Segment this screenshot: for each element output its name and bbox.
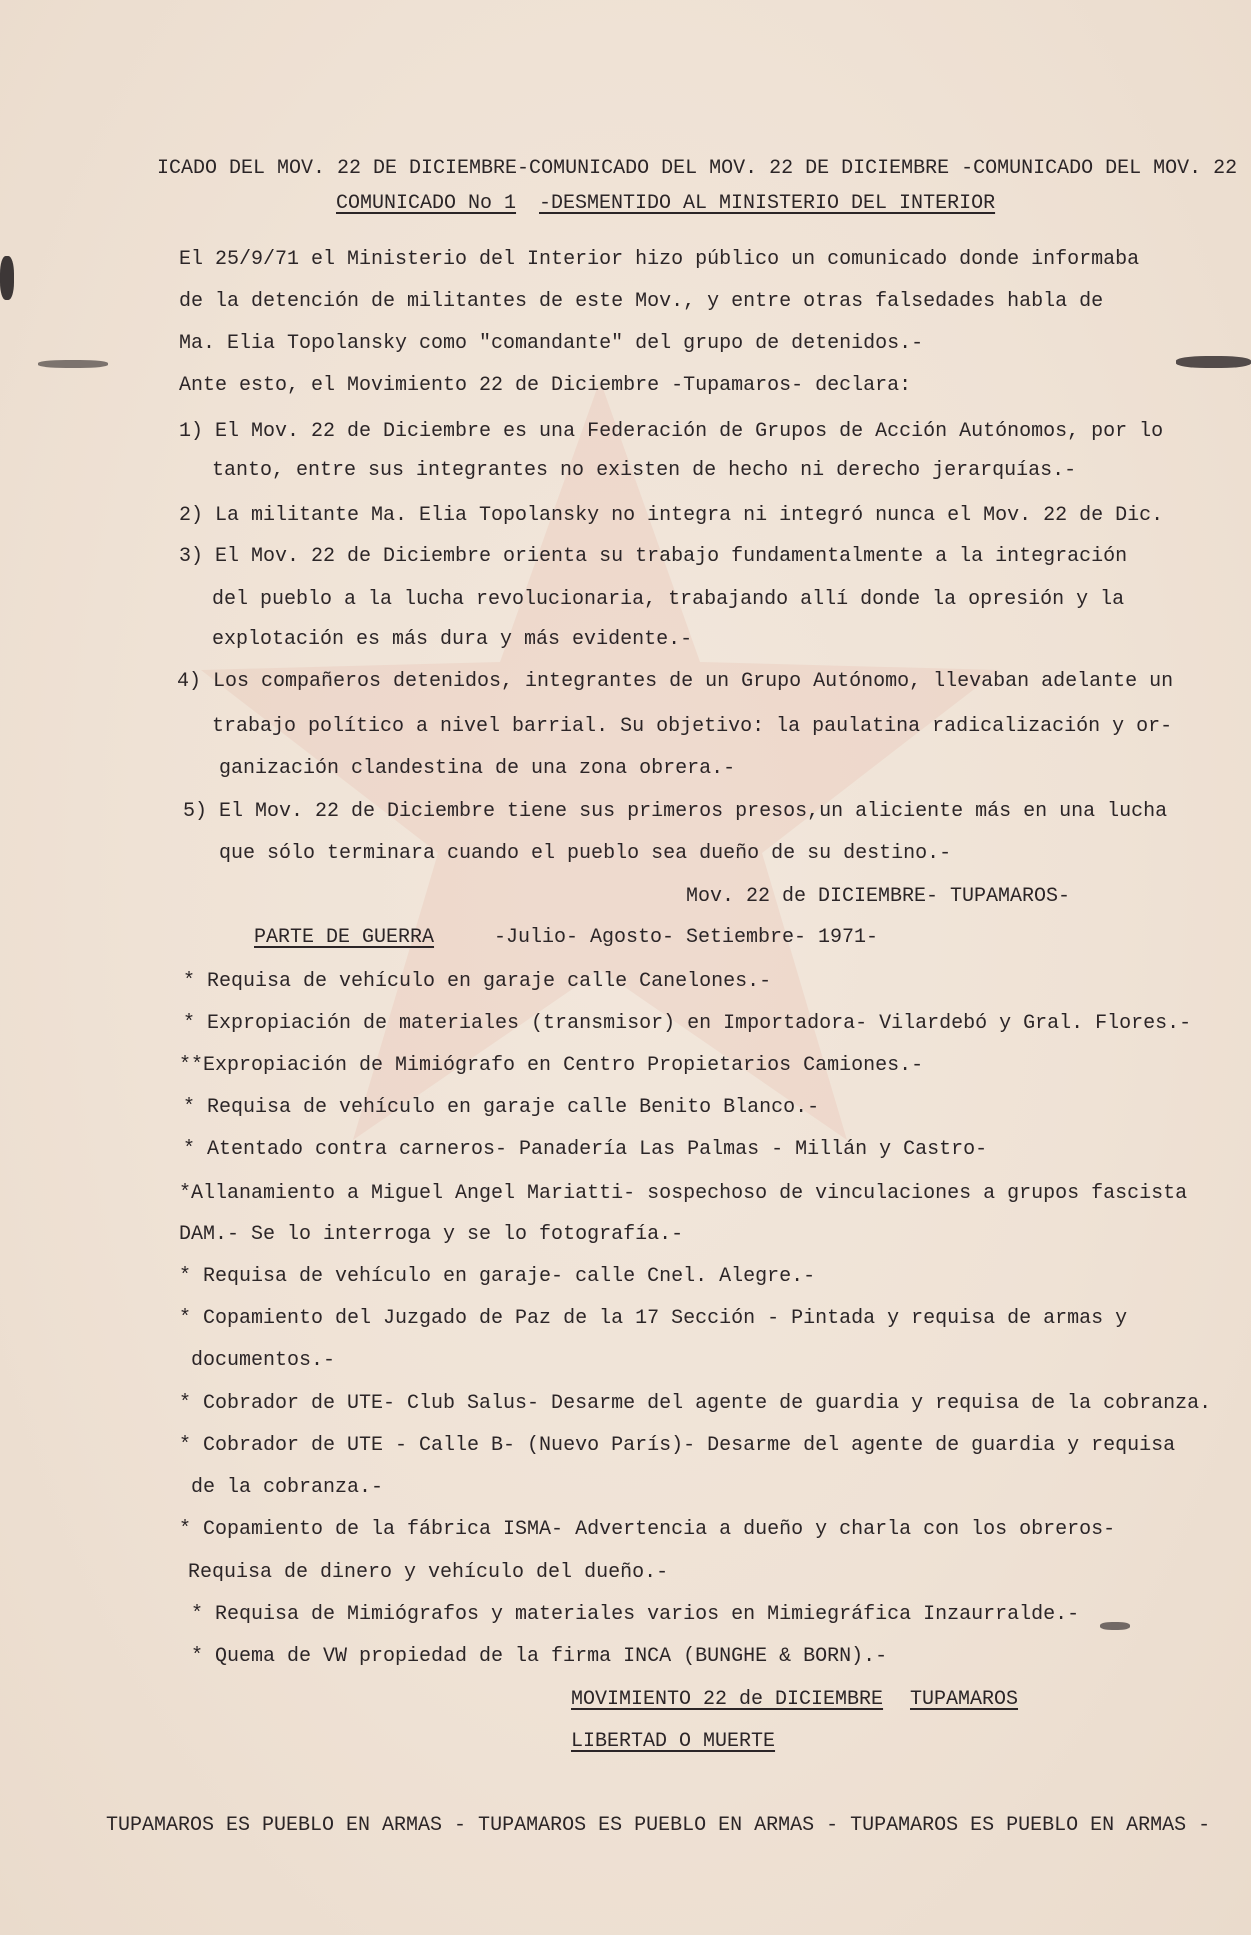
communique-point: 2) La militante Ma. Elia Topolansky no integra ni integró nunca el Mov. 22 de Dic. — [179, 504, 1164, 527]
communique-line: ganización clandestina de una zona obrera.- — [219, 757, 736, 780]
war-report-item-continuation: de la cobranza.- — [191, 1476, 384, 1499]
communique-line: de la detención de militantes de este Mov., y entre otras falsedades habla de — [179, 290, 1104, 313]
ink-smudge — [38, 360, 108, 368]
communique-signature: Mov. 22 de DICIEMBRE- TUPAMAROS- — [686, 885, 1071, 908]
communique-line: del pueblo a la lucha revolucionaria, trabajando allí donde la opresión y la — [212, 588, 1125, 611]
communique-line: tanto, entre sus integrantes no existen de hecho ni derecho jerarquías.- — [212, 459, 1077, 482]
ink-smudge — [1176, 356, 1251, 368]
war-report-title: PARTE DE GUERRA — [254, 926, 435, 949]
war-report-period: -Julio- Agosto- Setiembre- 1971- — [494, 926, 879, 949]
communique-line: Ante esto, el Movimiento 22 de Diciembre -Tupamaros- declara: — [179, 374, 912, 397]
communique-line: trabajo político a nivel barrial. Su objetivo: la paulatina radicalización y or- — [212, 715, 1173, 738]
war-report-item: * Quema de VW propiedad de la firma INCA (BUNGHE & BORN).- — [191, 1645, 888, 1668]
communique-number: COMUNICADO No 1 — [336, 192, 517, 215]
war-report-item: * Expropiación de materiales (transmisor) en Importadora- Vilardebó y Gral. Flores.- — [183, 1012, 1192, 1035]
war-report-item: * Cobrador de UTE - Calle B- (Nuevo París)- Desarme del agente de guardia y requisa — [179, 1434, 1176, 1457]
communique-line: que sólo terminara cuando el pueblo sea dueño de su destino.- — [219, 842, 952, 865]
war-report-item: * Requisa de vehículo en garaje- calle Cnel. Alegre.- — [179, 1265, 816, 1288]
communique-point: 1) El Mov. 22 de Diciembre es una Federación de Grupos de Acción Autónomos, por lo — [179, 420, 1164, 443]
ink-smudge — [1100, 1622, 1130, 1630]
war-report-item: * Requisa de vehículo en garaje calle Canelones.- — [183, 970, 772, 993]
closing-organization: TUPAMAROS — [910, 1688, 1019, 1711]
communique-point: 4) Los compañeros detenidos, integrantes de un Grupo Autónomo, llevaban adelante un — [177, 670, 1174, 693]
war-report-item: * Cobrador de UTE- Club Salus- Desarme del agente de guardia y requisa de la cobranza. — [179, 1392, 1212, 1415]
closing-motto: LIBERTAD O MUERTE — [571, 1730, 776, 1753]
communique-point: 3) El Mov. 22 de Diciembre orienta su trabajo fundamentalmente a la integración — [179, 545, 1128, 568]
war-report-item-continuation: Requisa de dinero y vehículo del dueño.- — [188, 1561, 669, 1584]
footer-slogan: TUPAMAROS ES PUEBLO EN ARMAS - TUPAMAROS ES PUEBLO EN ARMAS - TUPAMAROS ES PUEBLO EN ARMAS - — [106, 1814, 1211, 1837]
communique-line: Ma. Elia Topolansky como "comandante" del grupo de detenidos.- — [179, 332, 924, 355]
war-report-item: * Copamiento del Juzgado de Paz de la 17 Sección - Pintada y requisa de armas y — [179, 1307, 1128, 1330]
communique-line: El 25/9/71 el Ministerio del Interior hizo público un comunicado donde informaba — [179, 248, 1140, 271]
communique-line: explotación es más dura y más evidente.- — [212, 628, 693, 651]
war-report-item: * Atentado contra carneros- Panadería Las Palmas - Millán y Castro- — [183, 1138, 988, 1161]
war-report-item: **Expropiación de Mimiógrafo en Centro Propietarios Camiones.- — [179, 1054, 924, 1077]
communique-subject: -DESMENTIDO AL MINISTERIO DEL INTERIOR — [539, 192, 996, 215]
war-report-item: * Requisa de Mimiógrafos y materiales varios en Mimiegráfica Inzaurralde.- — [191, 1603, 1080, 1626]
ink-smudge — [0, 256, 14, 300]
communique-point: 5) El Mov. 22 de Diciembre tiene sus primeros presos,un aliciente más en una lucha — [183, 800, 1168, 823]
running-title: ICADO DEL MOV. 22 DE DICIEMBRE-COMUNICADO DEL MOV. 22 DE DICIEMBRE -COMUNICADO DEL MOV. 22 — [157, 157, 1238, 180]
war-report-item-continuation: DAM.- Se lo interroga y se lo fotografía.- — [179, 1223, 684, 1246]
war-report-item: *Allanamiento a Miguel Angel Mariatti- sospechoso de vinculaciones a grupos fascista — [179, 1182, 1188, 1205]
war-report-item: * Copamiento de la fábrica ISMA- Advertencia a dueño y charla con los obreros- — [179, 1518, 1116, 1541]
war-report-item: * Requisa de vehículo en garaje calle Benito Blanco.- — [183, 1096, 820, 1119]
war-report-item-continuation: documentos.- — [191, 1349, 336, 1372]
closing-movement: MOVIMIENTO 22 de DICIEMBRE — [571, 1688, 884, 1711]
